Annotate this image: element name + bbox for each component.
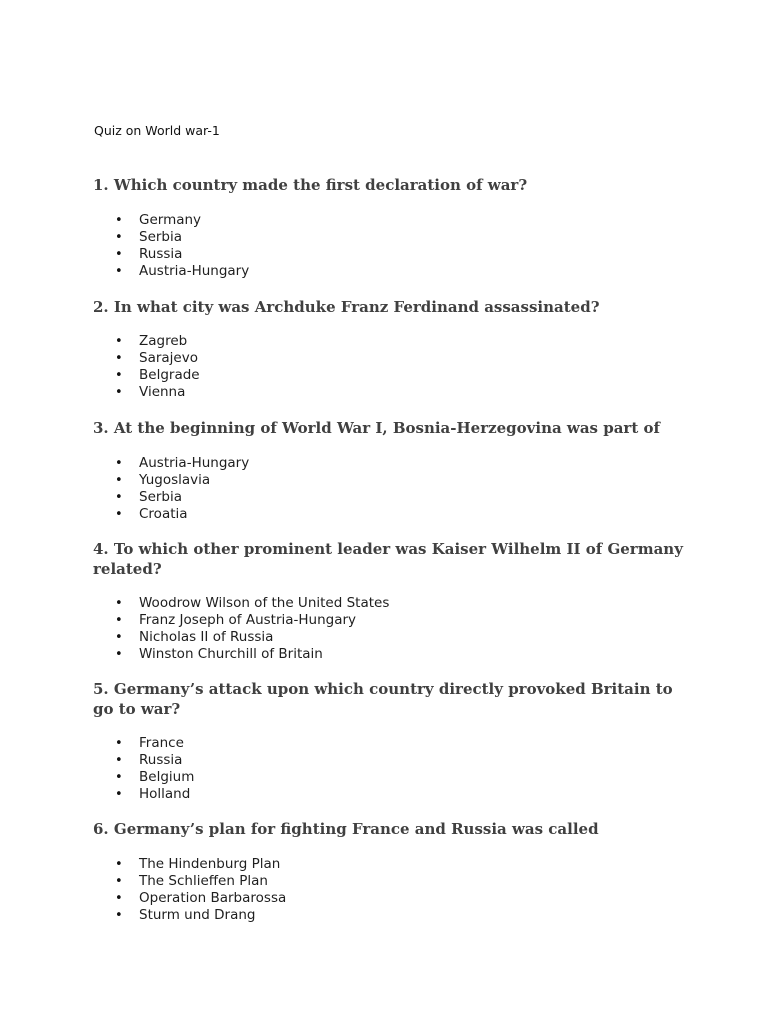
question-6 [0, 820, 768, 924]
question-2 [0, 298, 768, 401]
option-label: Franz Joseph of Austria-Hungary [139, 612, 357, 628]
bullet-icon: • [115, 630, 123, 645]
option-label: The Hindenburg Plan [139, 855, 281, 872]
option-label: France [139, 735, 184, 751]
question-text: 1. Which country made the first declaration of war? [93, 176, 528, 194]
bullet-icon: • [115, 455, 123, 471]
option-label: Serbia [139, 228, 183, 245]
option-label: Nicholas II of Russia [139, 629, 274, 645]
question-4 [0, 540, 768, 663]
option-label: Sarajevo [139, 349, 198, 366]
option-item [0, 907, 768, 924]
bullet-icon: • [115, 246, 123, 262]
option-label: Croatia [139, 505, 188, 522]
option-label: Serbia [139, 488, 183, 505]
option-item [0, 263, 768, 280]
option-item [0, 646, 768, 663]
option-list [0, 455, 768, 523]
option-item [0, 212, 768, 229]
bullet-icon: • [115, 873, 123, 889]
option-item [0, 595, 768, 612]
option-item [0, 229, 768, 246]
question-text: 5. Germany’s attack upon which country directly provoked Britain to go to war? [93, 680, 673, 718]
option-item [0, 333, 768, 350]
question-5 [0, 680, 768, 803]
question-text: 2. In what city was Archduke Franz Ferdinand assassinated? [93, 298, 600, 316]
option-label: Yugoslavia [139, 471, 211, 488]
bullet-icon: • [115, 506, 123, 522]
option-item [0, 735, 768, 752]
bullet-icon: • [115, 212, 123, 228]
question-text: 3. At the beginning of World War I, Bosnia-Herzegovina was part of [93, 419, 660, 437]
option-label: Austria-Hungary [139, 454, 250, 471]
option-item [0, 752, 768, 769]
option-label: Woodrow Wilson of the United States [139, 595, 390, 611]
option-item [0, 856, 768, 873]
question-3 [0, 419, 768, 523]
bullet-icon: • [115, 489, 123, 505]
option-label: Holland [139, 786, 191, 802]
option-item [0, 489, 768, 506]
bullet-icon: • [115, 736, 123, 751]
option-item [0, 350, 768, 367]
option-item [0, 384, 768, 401]
option-list [0, 212, 768, 280]
option-item [0, 367, 768, 384]
bullet-icon: • [115, 647, 123, 662]
question-text: 6. Germany’s plan for fighting France and Russia was called [93, 820, 599, 838]
option-item [0, 472, 768, 489]
option-label: Zagreb [139, 332, 188, 349]
option-label: Germany [139, 211, 202, 228]
bullet-icon: • [115, 350, 123, 366]
bullet-icon: • [115, 907, 123, 923]
option-label: Operation Barbarossa [139, 889, 287, 906]
question-text: 4. To which other prominent leader was Kaiser Wilhelm II of Germany related? [93, 540, 683, 578]
option-item [0, 629, 768, 646]
bullet-icon: • [115, 367, 123, 383]
bullet-icon: • [115, 333, 123, 349]
bullet-icon: • [115, 472, 123, 488]
bullet-icon: • [115, 229, 123, 245]
bullet-icon: • [115, 890, 123, 906]
option-label: Vienna [139, 383, 186, 400]
option-list [0, 333, 768, 401]
option-list [0, 595, 768, 663]
option-item [0, 769, 768, 786]
bullet-icon: • [115, 787, 123, 802]
option-label: Russia [139, 752, 183, 768]
option-label: Belgrade [139, 366, 200, 383]
option-label: Russia [139, 245, 183, 262]
option-list [0, 735, 768, 803]
question-1 [0, 176, 768, 280]
option-label: Winston Churchill of Britain [139, 646, 323, 662]
option-item [0, 873, 768, 890]
option-item [0, 506, 768, 523]
option-label: Austria-Hungary [139, 262, 250, 279]
option-list [0, 856, 768, 924]
option-label: The Schlieffen Plan [139, 872, 268, 889]
option-item [0, 890, 768, 907]
bullet-icon: • [115, 753, 123, 768]
quiz-title: Quiz on World war-1 [94, 123, 220, 138]
bullet-icon: • [115, 613, 123, 628]
option-item [0, 612, 768, 629]
bullet-icon: • [115, 770, 123, 785]
bullet-icon: • [115, 856, 123, 872]
option-item [0, 455, 768, 472]
bullet-icon: • [115, 384, 123, 400]
option-label: Belgium [139, 769, 195, 785]
bullet-icon: • [115, 596, 123, 611]
bullet-icon: • [115, 263, 123, 279]
option-label: Sturm und Drang [139, 906, 256, 923]
option-item [0, 246, 768, 263]
option-item [0, 786, 768, 803]
